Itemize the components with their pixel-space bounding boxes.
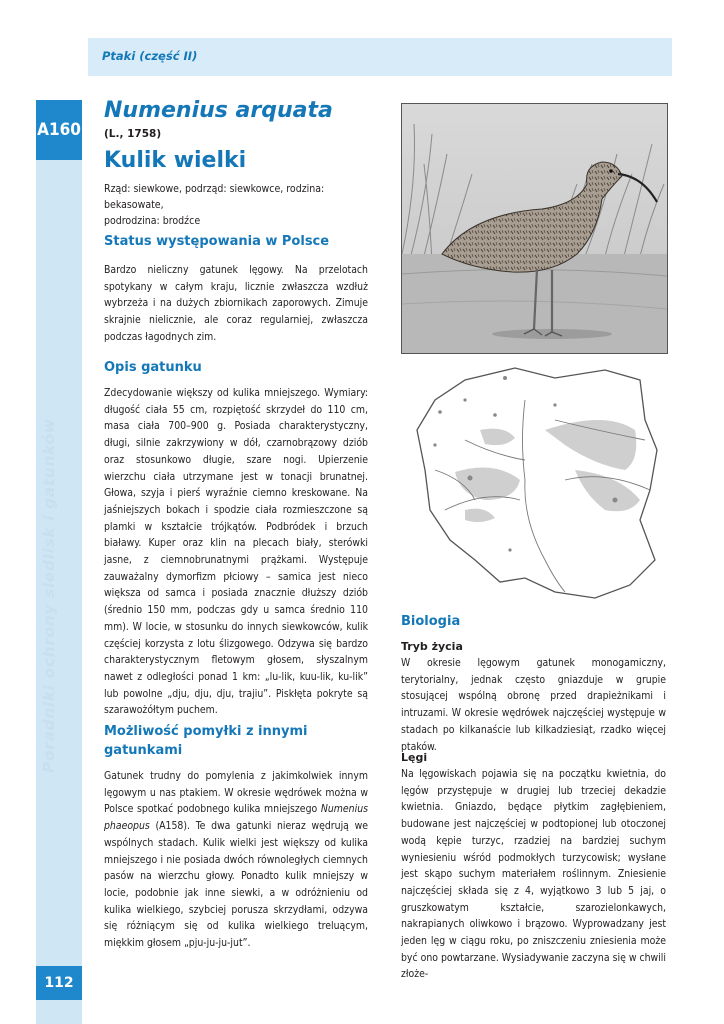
confusion-heading: Możliwość pomyłki z innymi gatunkami (104, 724, 308, 758)
poland-map (405, 360, 667, 610)
species-author: (L., 1758) (104, 128, 162, 140)
taxonomy (104, 181, 368, 229)
vertical-series-title: Poradniki ochrony siedlisk i gatunków (40, 418, 58, 773)
confusion-text (104, 768, 368, 952)
description-heading: Opis gatunku (104, 360, 202, 375)
taxonomy-line-1: Rząd: siewkowe, podrząd: siewkowce, rodzina: bekasowate, (104, 183, 325, 211)
page-number: 112 (36, 966, 82, 1000)
species-code-badge (36, 100, 82, 160)
breeding-heading: Lęgi (401, 751, 428, 764)
header-bar (88, 38, 672, 76)
confusion-text-after: (A158). Te dwa gatunki nieraz wędrują we wspólnych stadach. Kulik wielki jest większy od kulika mniejszego i nie posiada dwóch równoległych ciemnych pasów na wierzchu głowy. Ponadto kulik mniejszy w locie, podobnie jak inne siewki, a w odróżnieniu od kulika wielkiego, szybciej porusza skrzydłami, odzywa się różniącym się od kulika wielkiego treluącym, miękkim głosem „pju-ju-ju-jut”. (104, 820, 368, 950)
status-text: Bardzo nieliczny gatunek lęgowy. Na przelotach spotykany w całym kraju, licznie zwłaszcza wzdłuż wybrzeża i na dużych zbiornikach zaporowych. Zimuje skrajnie nielicznie, ale coraz regularniej, zwłaszcza podczas łagodnych zim. (104, 264, 368, 343)
curlew-illustration (401, 103, 668, 354)
lifestyle-heading: Tryb życia (401, 640, 463, 653)
lifestyle-text: W okresie lęgowym gatunek monogamiczny, terytorialny, jednak często gniazduje w grupie stosującej wspólną obronę przed drapieżnikami i intruzami. W okresie wędrówek najczęściej występuje w stadach po kilkanaście lub kilkadziesiąt, rzadko więcej ptaków. (401, 657, 666, 753)
curlew-drawing (402, 104, 667, 353)
description-text: Zdecydowanie większy od kulika mniejszego. Wymiary: długość ciała 55 cm, rozpiętość skrzydeł do 110 cm, masa ciała 700–900 g. Posiada charakterystyczny, długi, silnie zakrzywiony w dół, czarnobrązowy dziób oraz stosunkowo długie, szare nogi. Upierzenie wierzchu ciała utrzymane jest w tonacji brunatnej. Głowa, szyja i pierś wyraźnie ciemno kreskowane. Na jaśniejszych bokach i spodzie ciała rozmieszczone są plamki w kształcie trójkątów. Podbródek i brzuch białawy. Kuper oraz klin na plecach biały, sterówki jasne, z ciemnobrunatnymi prążkami. Występuje zauważalny dymorfizm płciowy – samica jest nieco większa od samca i posiada znacznie dłuższy dziób (średnio 150 mm, podczas gdy u samca średnio 110 mm). W locie, w stosunku do innych siewkowców, kulik częściej korzysta z lotu ślizgowego. Odzywa się bardzo charakterystycznym fletowym głosem, słyszalnym nawet z odległości ponad 1 km: „lu-lik, kuu-lik, ku-lik” lub powolne „dju, dju, dju, trajiu”. Piskłęta pokryte są szarawożółtym puchem. (104, 387, 368, 717)
taxonomy-line-2: podrodzina: brodźce (104, 215, 201, 227)
breeding-text: Na lęgowiskach pojawia się na początku kwietnia, do lęgów przystępuje w drugiej lub trzeciej dekadzie kwietnia. Gniazdo, będące płytkim zagłębieniem, budowane jest najczęściej w podtopionej lub otoczonej wodą kępie turzyc, rzadziej na bardziej suchym wyniesieniu wśród podmokłych turzycowisk; wysłane jest skąpo suchym materiałem roślinnym. Zniesienie najczęściej składa się z 4, wyjątkowo 3 lub 5 jaj, o gruszkowatym kształcie, szarozielonkawych, nakrapianych oliwkowo i brązowo. Wyprowadzany jest jeden lęg w ciągu roku, po zniszczeniu zniesienia może być ono powtarzane. Wysiadywanie zaczyna się w chwili złoże- (401, 768, 666, 981)
biology-heading: Biologia (401, 614, 461, 629)
confusion-species-name: Numenius phaeopus (104, 803, 368, 833)
distribution-map (405, 360, 667, 610)
species-code: A160 (37, 120, 81, 140)
header-title: Ptaki (część II) (102, 49, 198, 63)
status-heading: Status występowania w Polsce (104, 234, 330, 249)
latin-name: Numenius arquata (104, 98, 333, 123)
confusion-text-before: Gatunek trudny do pomylenia z jakimkolwiek innym lęgowym u nas ptakiem. W okresie wędrówek można w Polsce spotkać podobnego kulika mniejszego (104, 770, 368, 816)
polish-name: Kulik wielki (104, 148, 247, 173)
